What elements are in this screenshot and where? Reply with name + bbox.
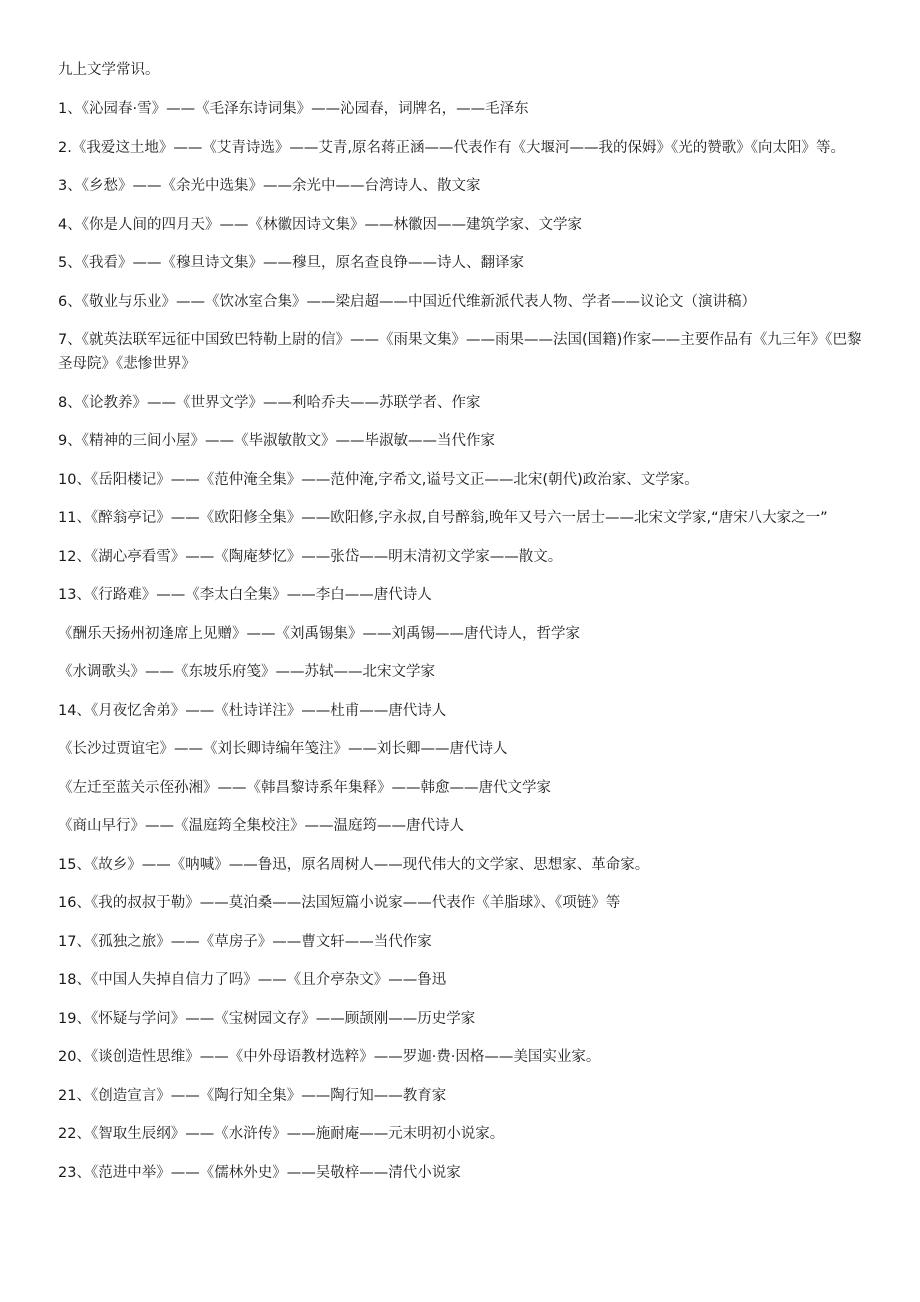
literature-entry: 14、《月夜忆舍弟》——《杜诗详注》——杜甫——唐代诗人 [58, 702, 447, 719]
document-title: 九上文学常识。 [58, 62, 160, 78]
literature-entry: 11、《醉翁亭记》——《欧阳修全集》——欧阳修,字永叔,自号醉翁,晚年又号六一居士——北宋文学家,“唐宋八大家之一” [58, 510, 828, 526]
literature-entry-list [58, 97, 870, 1199]
literature-entry: 15、《故乡》——《呐喊》——鲁迅，原名周树人——现代伟大的文学家、思想家、革命家。 [58, 856, 650, 873]
literature-entry: 7、《就英法联军远征中国致巴特勒上尉的信》——《雨果文集》——雨果——法国(国籍)作家——主要作品有《九三年》《巴黎圣母院》《悲惨世界》 [58, 332, 862, 372]
literature-entry: 10、《岳阳楼记》——《范仲淹全集》——范仲淹,字希文,谥号文正——北宋(朝代)政治家、文学家。 [58, 471, 699, 488]
literature-entry: 16、《我的叔叔于勒》——莫泊桑——法国短篇小说家——代表作《羊脂球》、《项链》等 [58, 895, 621, 911]
literature-entry: 6、《敬业与乐业》——《饮冰室合集》——梁启超——中国近代维新派代表人物、学者——议论文（演讲稿） [58, 293, 756, 310]
literature-entry: 17、《孤独之旅》——《草房子》——曹文轩——当代作家 [58, 933, 432, 950]
literature-entry: 《长沙过贾谊宅》——《刘长卿诗编年笺注》——刘长卿——唐代诗人 [58, 741, 508, 757]
literature-entry: 18、《中国人失掉自信力了吗》——《且介亭杂文》——鲁迅 [58, 972, 447, 988]
literature-entry: 《水调歌头》——《东坡乐府笺》——苏轼——北宋文学家 [58, 664, 435, 680]
literature-entry: 19、《怀疑与学问》——《宝树园文存》——顾颉刚——历史学家 [58, 1010, 476, 1027]
literature-entry: 20、《谈创造性思维》——《中外母语教材选粹》——罗迦·费·因格——美国实业家。 [58, 1049, 601, 1065]
literature-entry: 1、《沁园春·雪》——《毛泽东诗词集》——沁园春，词牌名，——毛泽东 [58, 101, 529, 117]
literature-entry: 12、《湖心亭看雪》——《陶庵梦忆》——张岱——明末清初文学家——散文。 [58, 548, 563, 565]
literature-entry: 8、《论教养》——《世界文学》——利哈乔夫——苏联学者、作家 [58, 394, 481, 411]
literature-entry: 《左迁至蓝关示侄孙湘》——《韩昌黎诗系年集释》——韩愈——唐代文学家 [58, 779, 551, 796]
literature-entry: 《商山早行》——《温庭筠全集校注》——温庭筠——唐代诗人 [58, 818, 464, 834]
literature-entry: 3、《乡愁》——《余光中选集》——余光中——台湾诗人、散文家 [58, 178, 481, 194]
literature-entry: 2.《我爱这土地》——《艾青诗选》——艾青,原名蒋正涵——代表作有《大堰河——我的保姆》《光的赞歌》《向太阳》等。 [58, 139, 845, 156]
literature-entry: 4、《你是人间的四月天》——《林徽因诗文集》——林徽因——建筑学家、文学家 [58, 216, 582, 233]
literature-entry: 5、《我看》——《穆旦诗文集》——穆旦，原名查良铮——诗人、翻译家 [58, 255, 524, 271]
literature-entry: 13、《行路难》——《李太白全集》——李白——唐代诗人 [58, 587, 432, 603]
literature-entry: 23、《范进中举》——《儒林外史》——吴敬梓——清代小说家 [58, 1164, 461, 1181]
literature-entry: 《酬乐天扬州初逢席上见赠》——《刘禹锡集》——刘禹锡——唐代诗人，哲学家 [58, 625, 580, 642]
literature-entry: 22、《智取生辰纲》——《水浒传》——施耐庵——元末明初小说家。 [58, 1126, 505, 1142]
literature-entry: 21、《创造宣言》——《陶行知全集》——陶行知——教育家 [58, 1087, 447, 1104]
literature-entry: 9、《精神的三间小屋》——《毕淑敏散文》——毕淑敏——当代作家 [58, 433, 495, 449]
